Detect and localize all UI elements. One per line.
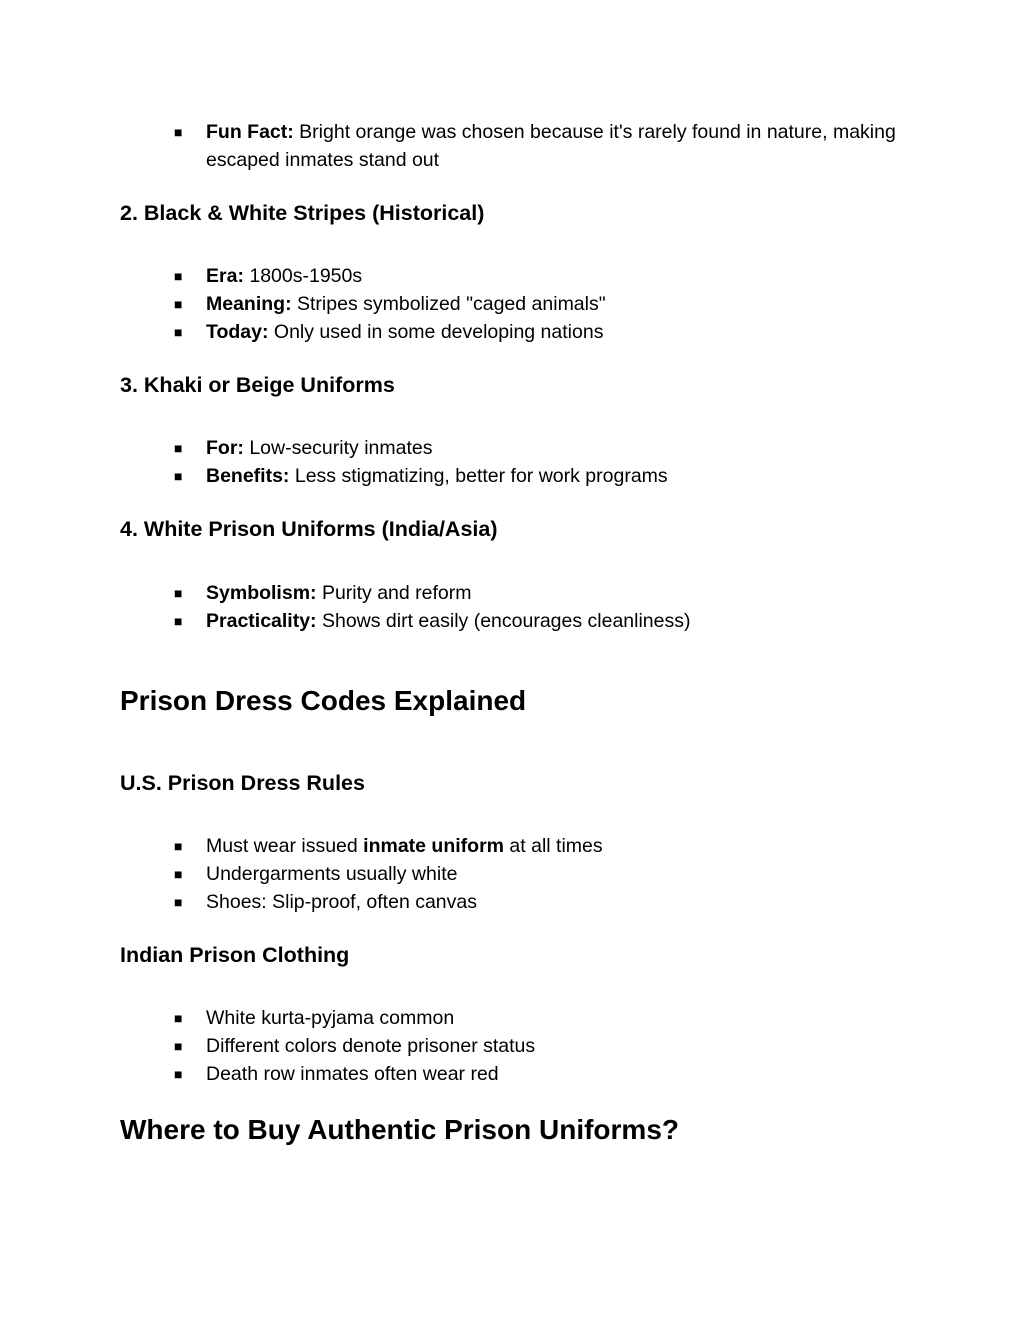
bullet-icon: ■ xyxy=(174,268,183,284)
item-label: Benefits: xyxy=(206,465,290,487)
item-text: Must wear issued xyxy=(206,835,364,857)
item-text: Less stigmatizing, better for work programs xyxy=(289,465,668,487)
item-bold-text: inmate uniform xyxy=(363,835,504,857)
bullet-icon: ■ xyxy=(174,440,183,456)
item-text: Death row inmates often wear red xyxy=(206,1063,499,1085)
bullet-icon: ■ xyxy=(174,124,183,140)
buy-heading: Where to Buy Authentic Prison Uniforms? xyxy=(120,1114,679,1145)
item-text: White kurta-pyjama common xyxy=(206,1007,455,1029)
item-text: Different colors denote prisoner status xyxy=(206,1035,536,1057)
item-text: 1800s-1950s xyxy=(243,265,363,287)
item-label: Symbolism: xyxy=(206,582,317,604)
fun-fact-body: Bright orange was chosen because it's rarely found in nature, making escaped inmates stand out xyxy=(206,121,896,171)
item-label: Practicality: xyxy=(206,610,317,632)
item-text: Shoes: Slip-proof, often canvas xyxy=(206,891,477,913)
item-label: Today: xyxy=(206,321,269,343)
bullet-icon: ■ xyxy=(174,468,183,484)
dress-codes-heading: Prison Dress Codes Explained xyxy=(120,685,527,716)
item-label: Meaning: xyxy=(206,293,292,315)
white-heading: 4. White Prison Uniforms (India/Asia) xyxy=(120,517,498,541)
item-text: Purity and reform xyxy=(316,582,472,604)
item-text: Shows dirt easily (encourages cleanliness) xyxy=(316,610,691,632)
bullet-icon: ■ xyxy=(174,613,183,629)
bullet-icon: ■ xyxy=(174,1066,183,1082)
bullet-icon: ■ xyxy=(174,1010,183,1026)
item-text: Only used in some developing nations xyxy=(268,321,604,343)
bullet-icon: ■ xyxy=(174,1038,183,1054)
khaki-heading: 3. Khaki or Beige Uniforms xyxy=(120,373,395,397)
bullet-icon: ■ xyxy=(174,866,183,882)
bullet-icon: ■ xyxy=(174,324,183,340)
item-text: Undergarments usually white xyxy=(206,863,458,885)
bullet-icon: ■ xyxy=(174,296,183,312)
indian-heading: Indian Prison Clothing xyxy=(120,943,350,967)
bullet-icon: ■ xyxy=(174,838,183,854)
item-text: Low-security inmates xyxy=(243,437,433,459)
item-label: For: xyxy=(206,437,244,459)
us-rules-heading: U.S. Prison Dress Rules xyxy=(120,771,365,795)
item-label: Era: xyxy=(206,265,244,287)
item-text: Stripes symbolized "caged animals" xyxy=(291,293,606,315)
fun-fact-label: Fun Fact: xyxy=(206,121,294,143)
item-text: at all times xyxy=(504,835,603,857)
bullet-icon: ■ xyxy=(174,585,183,601)
bullet-icon: ■ xyxy=(174,894,183,910)
stripes-heading: 2. Black & White Stripes (Historical) xyxy=(120,201,485,225)
fun-fact-text xyxy=(206,118,914,174)
